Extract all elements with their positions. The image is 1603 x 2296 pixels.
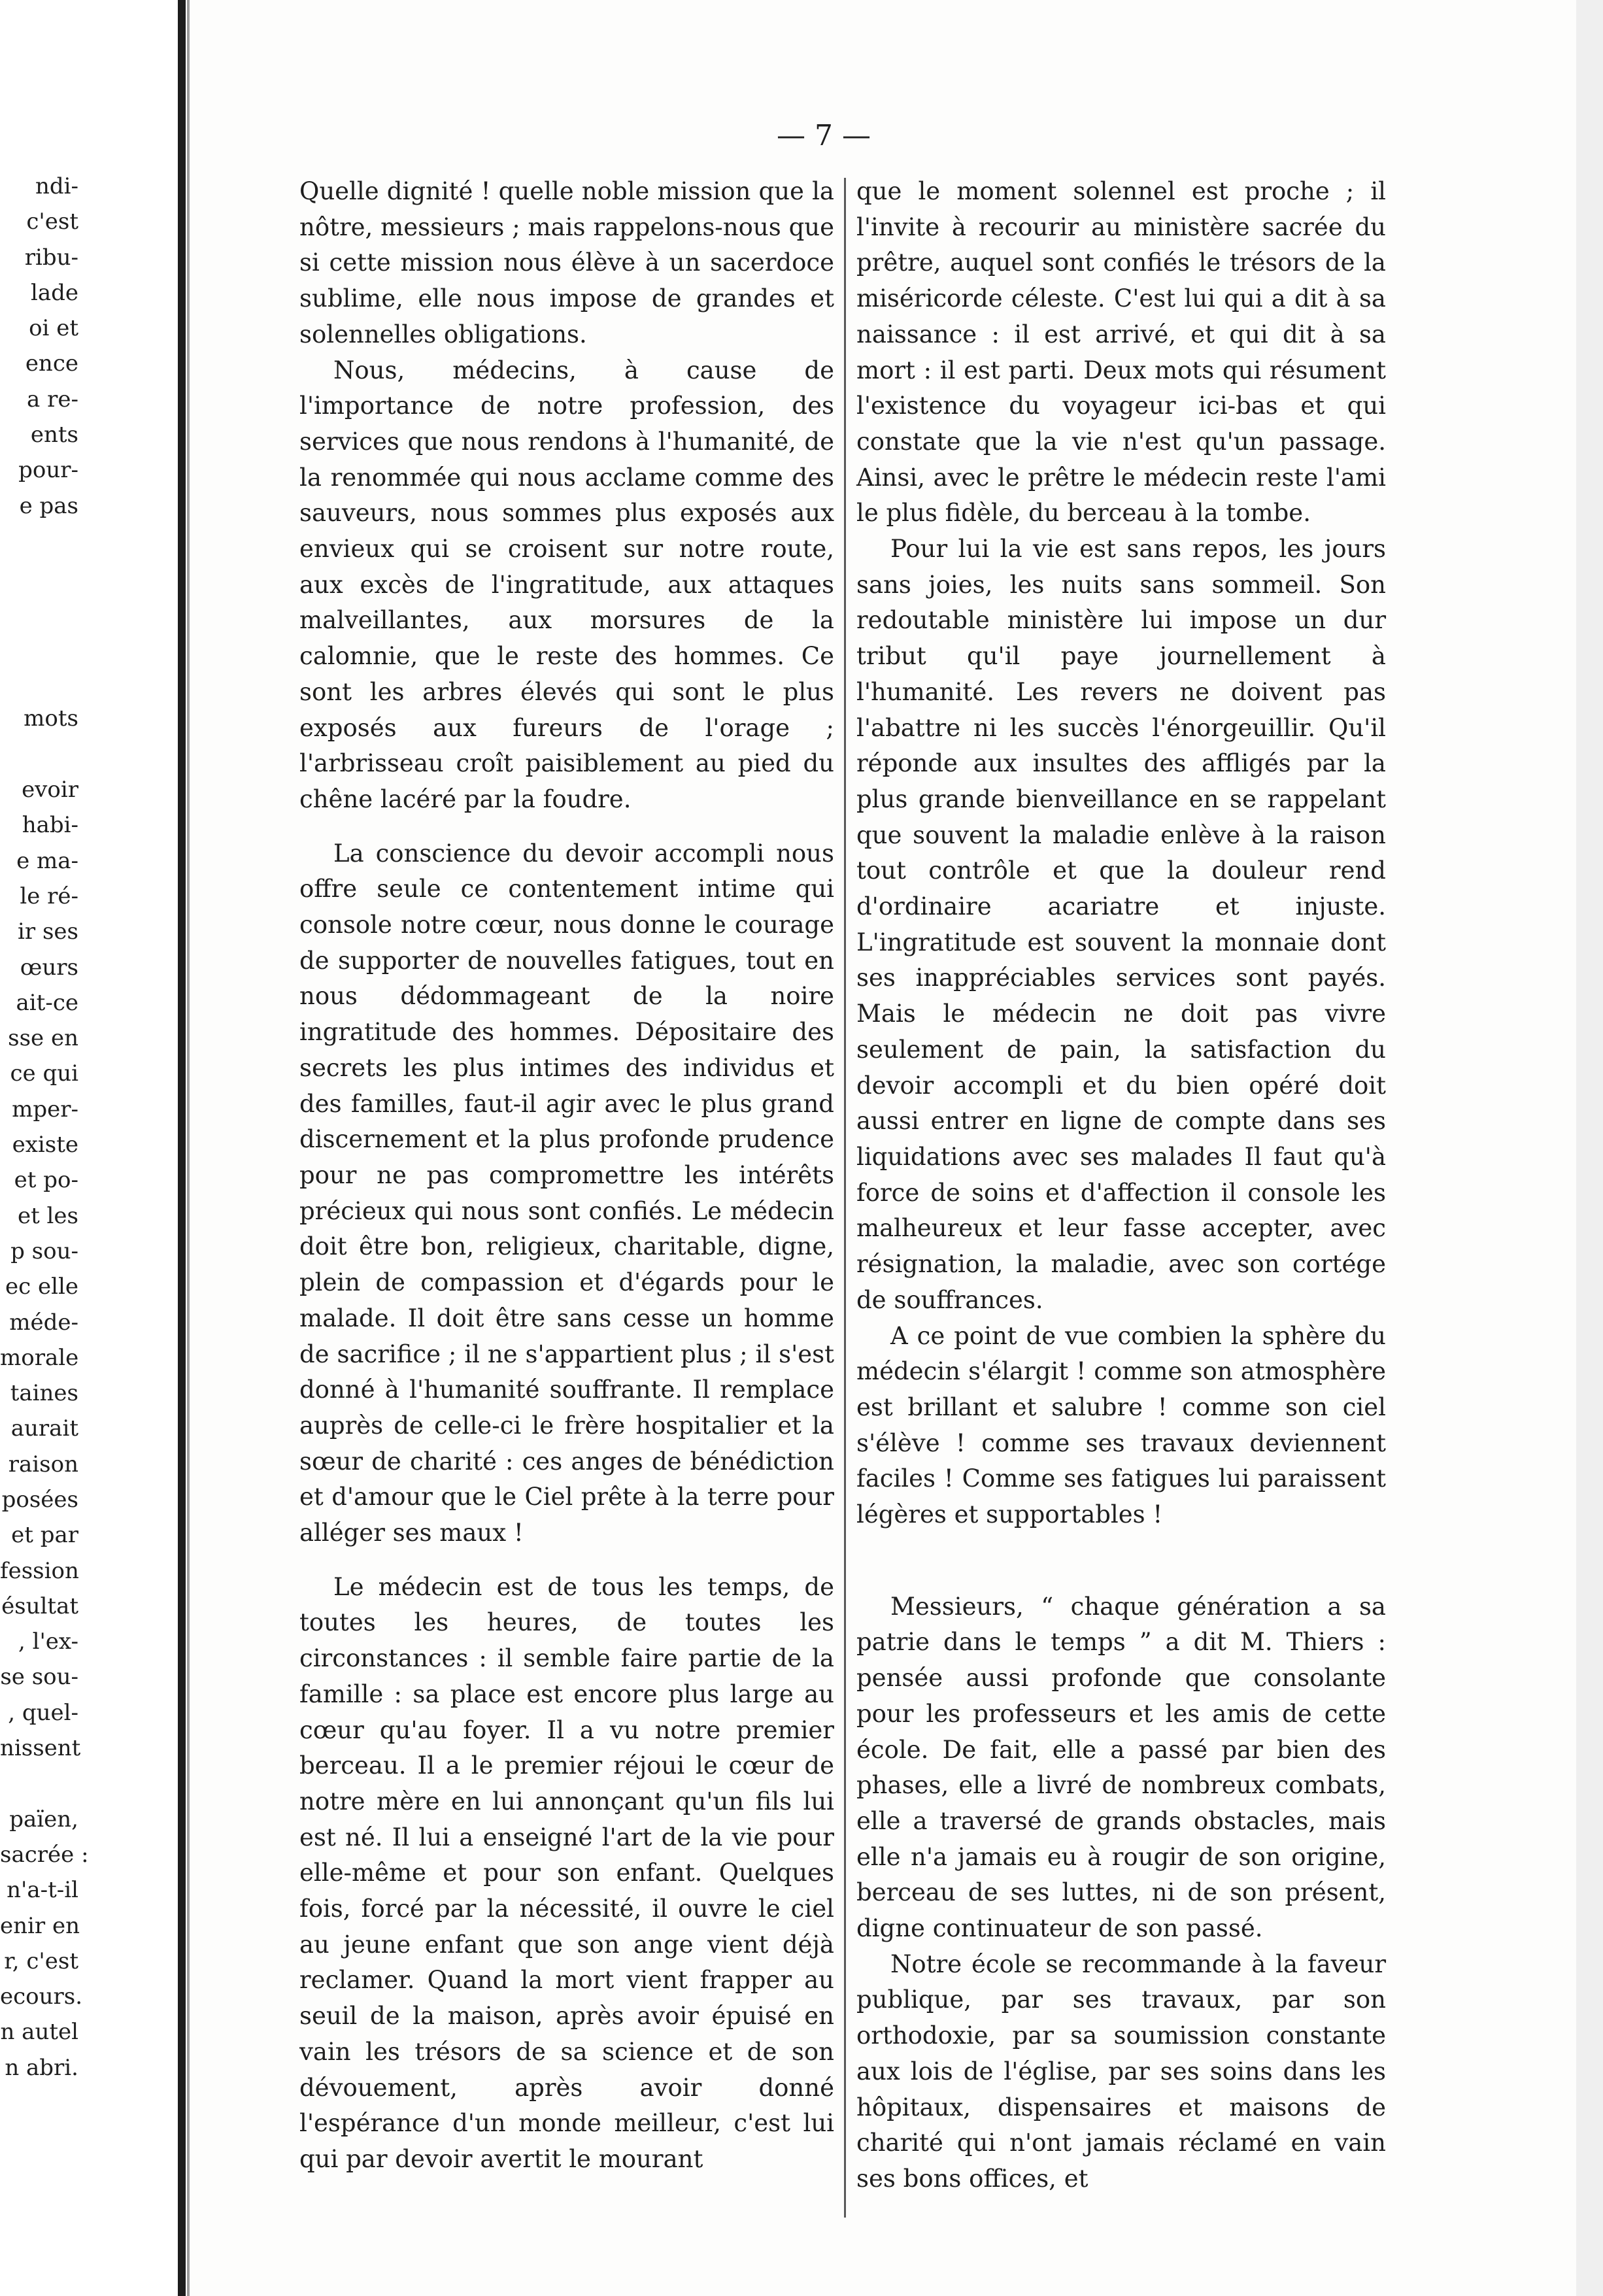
- previous-page-line: e pas: [19, 492, 78, 519]
- page-number: — 7 —: [777, 119, 871, 152]
- paragraph-tous-les-temps: Le médecin est de tous les temps, de toutes les heures, de toutes les circonstances : il semble faire partie de la famille : sa place est encore plus large au cœur qu'au foyer. Il a vu notre premier berceau. Il a le premier réjoui le cœur de notre mère en lui annonçant qu'un fils lui est né. Il lui a enseigné l'art de la vie pour elle-même et pour son enfant. Quelques fois, forcé par la nécessité, il ouvre le ciel au jeune enfant que son ange vient déjà reclamer. Quand la mort vient frapper au seuil de la maison, après avoir épuisé en vain les trésors de sa science et de son dévouement, après avoir donné l'espérance d'un monde meilleur, c'est lui qui par devoir avertit le mourant: [299, 1572, 834, 2173]
- paragraph-messieurs: Messieurs, “ chaque génération a sa patrie dans le temps ” a dit M. Thiers : pensée aussi profonde que consolante pour les professeurs et les amis de cette école. De fait, elle a passé par bien des phases, elle a livré de nombreux combats, elle a traversé de grands obstacles, mais elle n'a jamais eu à rougir de son origine, berceau de ses luttes, ni de son présent, digne continuateur de son passé.: [856, 1592, 1386, 1943]
- previous-page-line: , quel-: [8, 1699, 78, 1726]
- paragraph-sphere: A ce point de vue combien la sphère du médecin s'élargit ! comme son atmosphère est brillant et salubre ! comme son ciel s'élève ! comme ses travaux deviennent faciles ! Comme ses fatigues lui paraissent légères et supportables !: [856, 1321, 1386, 1529]
- previous-page-line: [0, 559, 78, 594]
- previous-page-line: n autel: [0, 2019, 78, 2046]
- previous-page-line: ence: [25, 350, 78, 377]
- previous-page-line: morale: [0, 1344, 79, 1371]
- previous-page-line: enir en: [0, 1912, 80, 1939]
- previous-page-line: [0, 737, 78, 772]
- paragraph-medecins: Nous, médecins, à cause de l'importance de notre profession, des services que nous rendons à l'humanité, de la renommée qui nous acclame comme des sauveurs, nous sommes plus exposés aux envieux qui se croisent sur notre route, aux excès de l'ingratitude, aux attaques malveillantes, aux morsures de la calomnie, que le reste des hommes. Ce sont les arbres élevés qui sont le plus exposés aux fureurs de l'orage ; l'arbrisseau croît paisiblement au pied du chêne lacéré par la foudre.: [299, 356, 834, 813]
- left-text-column: [299, 174, 834, 2178]
- previous-page-line: ir ses: [18, 919, 78, 945]
- previous-page-line: oi et: [29, 315, 78, 342]
- previous-page-line: r, c'est: [4, 1948, 78, 1974]
- previous-page-line: [0, 595, 78, 630]
- previous-page-line: ndi-: [35, 173, 78, 199]
- previous-page-line: n abri.: [5, 2054, 78, 2081]
- previous-page-line: nissent: [0, 1735, 81, 1762]
- column-divider: [844, 178, 846, 2218]
- previous-page-line: [0, 666, 78, 701]
- previous-page-line: ait-ce: [16, 989, 78, 1016]
- previous-page-line: méde-: [9, 1309, 78, 1336]
- previous-page-line: existe: [12, 1132, 78, 1158]
- paragraph-dignite: Quelle dignité ! quelle noble mission que la nôtre, messieurs ; mais rappelons-nous que si cette mission nous élève à un sacerdoce sublime, elle nous impose de grandes et solennelles obligations.: [299, 177, 834, 348]
- previous-page-line: evoir: [22, 777, 78, 803]
- previous-page-line: fession: [0, 1557, 79, 1584]
- previous-page-line: sacrée :: [0, 1841, 89, 1868]
- previous-page-line: pour-: [18, 457, 78, 484]
- previous-page-line: œurs: [20, 954, 78, 981]
- previous-page-line: c'est: [26, 209, 78, 235]
- previous-page-line: ecours.: [0, 1984, 83, 2010]
- previous-page-line: a re-: [27, 386, 78, 413]
- previous-page-line: p sou-: [10, 1238, 78, 1264]
- previous-page-line: ribu-: [24, 244, 78, 271]
- previous-page-line: [0, 630, 78, 666]
- previous-page-line: se sou-: [0, 1664, 78, 1691]
- previous-page-line: païen,: [9, 1806, 78, 1832]
- paragraph-conscience: La conscience du devoir accompli nous offre seule ce contentement intime qui console notre cœur, nous donne le courage de supporter de nouvelles fatigues, tout en nous dédommageant de la noire ingratitude des hommes. Dépositaire des secrets les plus intimes des individus et des familles, faut-il agir avec le plus grand discernement et la plus profonde prudence pour ne pas compromettre les intérêts précieux qui nous sont confiés. Le médecin doit être bon, religieux, charitable, digne, plein de compassion et d'égards pour le malade. Il doit être sans cesse un homme de sacrifice ; il ne s'appartient plus ; il s'est donné à l'humanité souffrante. Il remplace auprès de celle-ci le frère hospitalier et la sœur de charité : ces anges de bénédiction et d'amour que le Ciel prête à la terre pour alléger ses maux !: [299, 839, 834, 1547]
- book-spine: [178, 0, 186, 2296]
- previous-page-line: et par: [11, 1522, 78, 1549]
- previous-page-line: ec elle: [5, 1274, 78, 1300]
- page-edge-shadow: [1576, 0, 1603, 2296]
- previous-page-line: et les: [17, 1202, 78, 1229]
- previous-page-line: aurait: [10, 1415, 78, 1442]
- previous-page-line: ce qui: [10, 1060, 78, 1087]
- previous-page-line: n'a-t-il: [7, 1877, 78, 1904]
- spine-inner-edge: [187, 0, 190, 2296]
- previous-page-line: , l'ex-: [18, 1629, 78, 1655]
- previous-page-line: habi-: [22, 812, 78, 839]
- previous-page-line: [0, 524, 78, 559]
- previous-page-line: raison: [8, 1451, 78, 1477]
- previous-page-line: posées: [1, 1486, 78, 1513]
- right-text-column: [856, 174, 1386, 2197]
- previous-page-line: mper-: [12, 1096, 78, 1123]
- paragraph-notre-ecole: Notre école se recommande à la faveur publique, par ses travaux, par son orthodoxie, par sa soumission constante aux lois de l'église, par ses soins dans les hôpitaux, dispensaires et maisons de charité qui n'ont jamais réclamé en vain ses bons offices, et: [856, 1950, 1386, 2193]
- previous-page-line: ents: [30, 422, 78, 448]
- previous-page-fragment: [0, 169, 89, 2130]
- previous-page-line: [0, 1766, 78, 1801]
- previous-page-line: sse en: [8, 1025, 78, 1052]
- paragraph-moment-solennel: que le moment solennel est proche ; il l'invite à recourir au ministère sacrée du prêtre, auquel sont confiés le trésors de la miséricorde céleste. C'est lui qui a dit à sa naissance : il est arrivé, et qui dit à sa mort : il est parti. Deux mots qui résument l'existence du voyageur ici-bas et qui constate que la vie n'est qu'un passage. Ainsi, avec le prêtre le médecin reste l'ami le plus fidèle, du berceau à la tombe.: [856, 177, 1386, 528]
- previous-page-line: e ma-: [16, 847, 78, 874]
- previous-page-line: ésultat: [1, 1593, 78, 1619]
- previous-page-line: taines: [10, 1380, 78, 1407]
- previous-page-line: et po-: [14, 1167, 78, 1194]
- paragraph-sans-repos: Pour lui la vie est sans repos, les jours sans joies, les nuits sans sommeil. Son redoutable ministère lui impose un dur tribut qu'il paye journellement à l'humanité. Les revers ne doivent pas l'abattre ni les succès l'énorgeuillir. Qu'il réponde aux insultes des affligés par la plus grande bienveillance en se rappelant que souvent la maladie enlève à la raison tout contrôle et que la douleur rend d'ordinaire acariatre et injuste. L'ingratitude est souvent la monnaie dont ses inappréciables services sont payés. Mais le médecin ne doit pas vivre seulement de pain, la satisfaction du devoir accompli et du bien opéré doit aussi entrer en ligne de compte dans ses liquidations avec ses malades Il faut qu'à force de soins et d'affection il console les malheureux et leur fasse accepter, avec résignation, la maladie, avec son cortége de souffrances.: [856, 535, 1386, 1314]
- previous-page-line: lade: [30, 279, 78, 306]
- previous-page-line: mots: [24, 705, 78, 732]
- previous-page-line: le ré-: [20, 883, 78, 909]
